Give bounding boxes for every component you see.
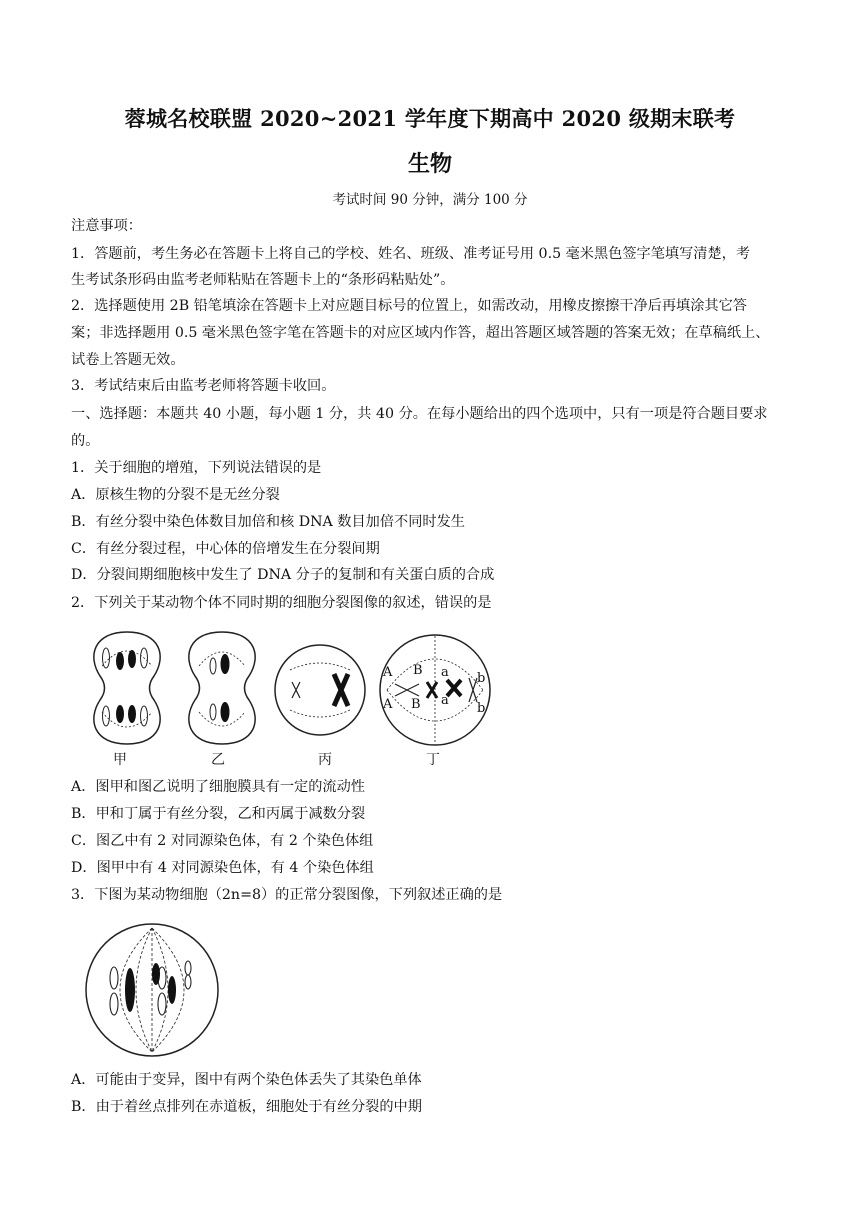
q1-option-a: A．原核生物的分裂不是无丝分裂 — [71, 487, 280, 503]
svg-text:a: a — [441, 693, 449, 708]
cell-bing — [275, 645, 365, 735]
svg-text:b: b — [477, 671, 486, 686]
q3-option-a: A．可能由于变异，图中有两个染色体丢失了其染色单体 — [71, 1072, 422, 1088]
q3-cell-figure — [80, 920, 225, 1060]
q1-stem: 1．关于细胞的增殖，下列说法错误的是 — [71, 460, 322, 476]
figure-label-jia: 甲 — [113, 752, 127, 768]
section-1-line-1: 一、选择题：本题共 40 小题，每小题 1 分，共 40 分。在每小题给出的四个选项中，只有一项是符合题目要求 — [71, 406, 768, 422]
cell-yi — [189, 632, 255, 744]
q2-label-ding — [426, 749, 440, 769]
q1-option-b: B．有丝分裂中染色体数目加倍和核 DNA 数目加倍不同时发生 — [71, 514, 465, 530]
figure-label-ding: 丁 — [426, 752, 440, 768]
q3-option-b: B．由于着丝点排列在赤道板，细胞处于有丝分裂的中期 — [71, 1099, 422, 1115]
cell-ding — [380, 635, 490, 745]
svg-text:A: A — [383, 697, 393, 712]
notice-heading: 注意事项： — [71, 218, 142, 234]
svg-text:b: b — [477, 701, 486, 716]
notice-item-2-line-3: 试卷上答题无效。 — [71, 352, 185, 368]
exam-info: 考试时间 90 分钟，满分 100 分 — [332, 192, 528, 208]
q2-option-b: B．甲和丁属于有丝分裂，乙和丙属于减数分裂 — [71, 806, 366, 822]
notice-item-2-line-2: 案；非选择题用 0.5 毫米黑色签字笔在答题卡的对应区域内作答，超出答题区域答题的答案无效；在草稿纸上、 — [71, 325, 770, 341]
q2-label-jia — [113, 749, 127, 769]
q1-option-c: C．有丝分裂过程，中心体的倍增发生在分裂间期 — [71, 541, 380, 557]
notice-item-2-line-1: 2．选择题使用 2B 铅笔填涂在答题卡上对应题目标号的位置上，如需改动，用橡皮擦擦干净后再填涂其它答 — [71, 298, 747, 314]
notice-item-3: 3．考试结束后由监考老师将答题卡收回。 — [71, 378, 336, 394]
q2-option-d: D．图甲中有 4 对同源染色体，有 4 个染色体组 — [71, 860, 374, 876]
notice-item-1-line-2: 生考试条形码由监考老师粘贴在答题卡上的“条形码粘贴处”。 — [71, 272, 455, 288]
q2-option-c: C．图乙中有 2 对同源染色体，有 2 个染色体组 — [71, 833, 374, 849]
svg-text:a: a — [441, 665, 449, 680]
figure-label-yi: 乙 — [211, 752, 225, 768]
svg-text:A: A — [383, 665, 393, 680]
svg-text:B: B — [413, 663, 423, 678]
cell-jia — [94, 632, 160, 744]
q2-label-yi — [211, 749, 225, 769]
q2-stem: 2．下列关于某动物个体不同时期的细胞分裂图像的叙述，错误的是 — [71, 595, 492, 611]
exam-title: 蓉城名校联盟 2020~2021 学年度下期高中 2020 级期末联考 — [124, 106, 736, 131]
q2-label-bing — [318, 749, 332, 769]
q3-stem: 3．下图为某动物细胞（2n=8）的正常分裂图像，下列叙述正确的是 — [71, 887, 503, 903]
subject-title: 生物 — [407, 151, 452, 177]
svg-text:B: B — [411, 697, 421, 712]
notice-item-1-line-1: 1．答题前，考生务必在答题卡上将自己的学校、姓名、班级、准考证号用 0.5 毫米黑色签字笔填写清楚，考 — [71, 246, 751, 262]
figure-label-bing: 丙 — [318, 752, 332, 768]
q2-option-a: A．图甲和图乙说明了细胞膜具有一定的流动性 — [71, 779, 365, 795]
q1-option-d: D．分裂间期细胞核中发生了 DNA 分子的复制和有关蛋白质的合成 — [71, 567, 495, 583]
section-1-line-2: 的。 — [71, 433, 100, 449]
